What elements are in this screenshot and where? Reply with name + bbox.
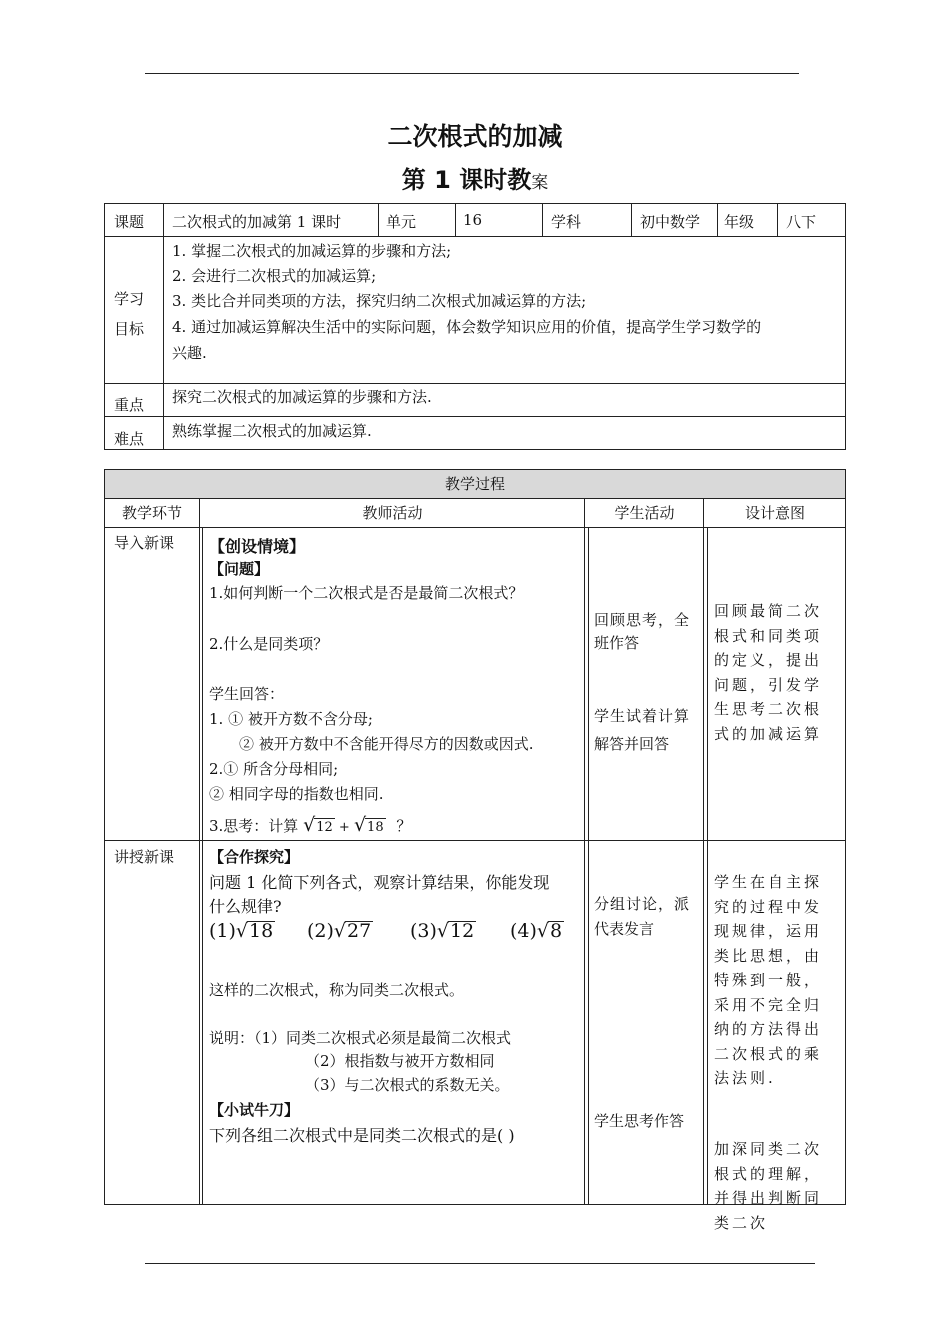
teach-problem-2: 什么规律? (209, 897, 282, 916)
teach-heading: 【合作探究】 (209, 848, 300, 866)
intro-think (209, 814, 411, 837)
objective-2: 2. 会进行二次根式的加减运算; (172, 267, 377, 285)
teach-problem-1: 问题 1 化简下列各式，观察计算结果，你能发现 (209, 873, 550, 892)
teach-try-text: 下列各组二次根式中是同类二次根式的是( ) (209, 1126, 515, 1145)
page-title: 二次根式的加减 (387, 122, 563, 151)
teach-student-1: 分组讨论，派 (594, 895, 691, 913)
course-value: 二次根式的加减第 1 课时 (172, 213, 342, 231)
intro-a2a: 2.① 所含分母相同; (209, 760, 339, 778)
grade-value: 八下 (786, 213, 817, 231)
header-stage: 教学环节 (121, 504, 182, 522)
objective-4: 4. 通过加减运算解决生活中的实际问题，体会数学知识应用的价值，提高学生学习数学的 (172, 318, 762, 336)
teach-try-heading: 【小试牛刀】 (209, 1101, 300, 1119)
intro-a1b: ② 被开方数中不含能开得尽方的因数或因式. (239, 735, 534, 753)
objectives-label-2: 目标 (114, 320, 145, 338)
key-point-text: 探究二次根式的加减运算的步骤和方法. (172, 388, 432, 406)
intro-stage: 导入新课 (114, 534, 175, 552)
unit-value: 16 (463, 211, 483, 229)
intro-student-1: 回顾思考，全 (594, 611, 691, 629)
header-teacher: 教师活动 (362, 504, 423, 522)
teach-intent-1: 学生在自主探究的过程中发现规律，运用类比思想，由特殊到一般，采用不完全归纳的方法得出二次根式的乘法法则. (714, 873, 823, 1087)
header-rule (145, 73, 799, 74)
subject-value: 初中数学 (640, 213, 701, 231)
expr-2: (2)√27 (307, 920, 372, 942)
grade-label: 年级 (724, 213, 755, 231)
intro-heading: 【创设情境】 (209, 537, 306, 556)
intro-question-heading: 【问题】 (209, 560, 270, 578)
subtitle-main: 第 1 课时教 (401, 166, 532, 194)
objectives-label-1: 学习 (114, 290, 145, 308)
think-label: 3.思考：计算 (209, 817, 299, 835)
course-label: 课题 (114, 213, 145, 231)
header-student: 学生活动 (614, 504, 675, 522)
teach-note-3: （3）与二次根式的系数无关。 (305, 1076, 510, 1094)
header-intent: 设计意图 (744, 504, 805, 522)
difficulty-text: 熟练掌握二次根式的加减运算. (172, 422, 372, 440)
expr-3: (3)√12 (410, 920, 475, 942)
intro-q2: 2.什么是同类项？ (209, 635, 329, 653)
intro-student-4: 解答并回答 (594, 735, 670, 753)
objective-1: 1. 掌握二次根式的加减运算的步骤和方法; (172, 242, 452, 260)
intro-answer-label: 学生回答： (209, 685, 285, 703)
page-subtitle (0, 160, 950, 195)
footer-rule (145, 1263, 815, 1264)
expr-4: (4)√8 (510, 920, 563, 942)
intro-a2b: ② 相同字母的指数也相同. (209, 785, 384, 803)
intro-student-3: 学生试着计算 (594, 707, 691, 725)
intro-a1a: 1. ① 被开方数不含分母; (209, 710, 373, 728)
difficulty-label: 难点 (114, 430, 145, 448)
teach-intent-2: 加深同类二次根式的理解，并得出判断同类二次 (714, 1140, 823, 1232)
subtitle-tail: 案 (531, 173, 549, 193)
teach-definition: 这样的二次根式，称为同类二次根式。 (209, 981, 465, 999)
teach-note-1: 说明：（1）同类二次根式必须是最简二次根式 (209, 1029, 512, 1047)
subject-label: 学科 (551, 213, 582, 231)
teach-stage: 讲授新课 (114, 848, 175, 866)
think-question-mark: ？ (396, 817, 412, 835)
intro-student-2: 班作答 (594, 634, 640, 652)
teach-student-2: 代表发言 (594, 920, 655, 938)
intro-intent: 回顾最简二次根式和同类项的定义，提出问题，引发学生思考二次根式的加减运算 (714, 602, 823, 743)
think-expression: √12 + √18 (303, 814, 384, 836)
objective-3: 3. 类比合并同类项的方法，探究归纳二次根式加减运算的方法; (172, 292, 587, 310)
teach-note-2: （2）根指数与被开方数相同 (305, 1052, 495, 1070)
expr-1: (1)√18 (209, 920, 274, 942)
key-point-label: 重点 (114, 396, 145, 414)
intro-q1: 1.如何判断一个二次根式是否是最简二次根式？ (209, 584, 524, 602)
process-title: 教学过程 (444, 475, 505, 493)
teach-student-3: 学生思考作答 (594, 1112, 685, 1130)
objective-5: 兴趣. (172, 344, 207, 362)
unit-label: 单元 (386, 213, 417, 231)
